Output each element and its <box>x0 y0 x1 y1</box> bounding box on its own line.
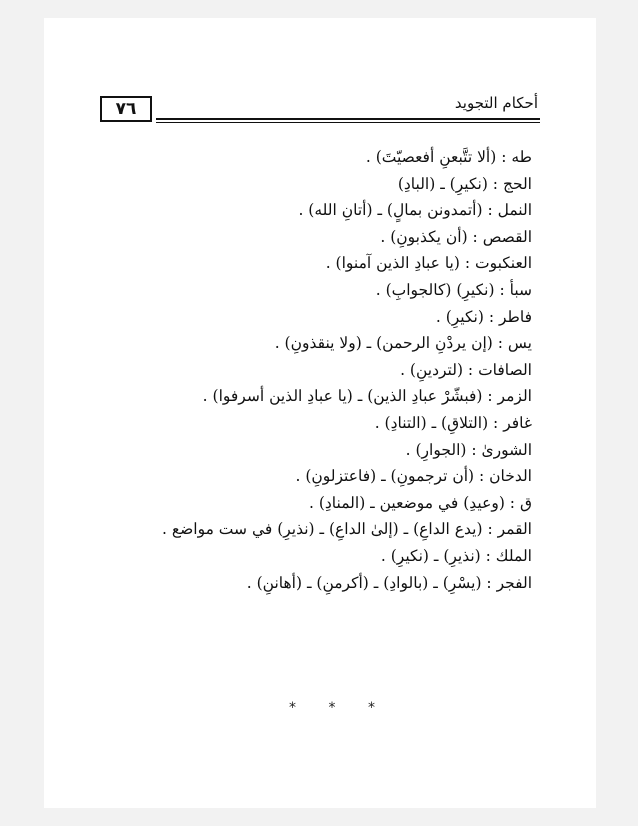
list-item: يس : (إن يردْنِ الرحمن) ـ (ولا ينقذونِ) . <box>274 334 532 353</box>
list-item: النمل : (أتمدونن بمالٍ) ـ (أتانِ الله) . <box>298 201 532 220</box>
list-item: الصافات : (لتردينِ) . <box>400 360 532 379</box>
verse-list <box>164 144 532 596</box>
list-item: الفجر : (يسْرِ) ـ (بالوادِ) ـ (أكرمنِ) ـ (أهاننِ) . <box>246 573 532 592</box>
running-title: أحكام التجويد <box>451 94 538 112</box>
list-item: القصص : (أن يكذبونِ) . <box>380 227 532 246</box>
page-number: ٧٦ <box>100 96 152 122</box>
list-item: الشورىٰ : (الجوارِ) . <box>405 440 532 459</box>
list-item: الملك : (نذيرِ) ـ (نكيرِ) . <box>380 546 532 565</box>
list-item: ق : (وعيدِ) في موضعين ـ (المنادِ) . <box>309 493 532 512</box>
list-item: العنكبوت : (يا عبادِ الذين آمنوا) . <box>325 254 532 273</box>
list-item: القمر : (يدع الداعِ) ـ (إلىٰ الداعِ) ـ (نذيرِ) في ست مواضع . <box>162 520 532 539</box>
list-item: الدخان : (أن ترجمونِ) ـ (فاعتزلونِ) . <box>295 467 532 486</box>
list-item: الحج : (نكيرِ) ـ (البادِ) <box>397 174 532 193</box>
list-item: فاطر : (نكيرِ) . <box>435 307 532 326</box>
list-item: سبأ : (نكيرِ) (كالجوابِ) . <box>375 280 532 299</box>
list-item: غافر : (التلاقِ) ـ (التنادِ) . <box>374 413 532 432</box>
header-rule <box>156 118 540 123</box>
list-item: طه : (ألا تتَّبعنِ أفعصيّتَ) . <box>365 148 532 166</box>
book-page <box>44 18 596 808</box>
page-header <box>100 94 540 124</box>
list-item: الزمر : (فبشّرْ عبادِ الذين) ـ (يا عبادِ الذين أسرفوا) . <box>202 387 532 406</box>
ornament-divider: * * * <box>289 700 389 716</box>
